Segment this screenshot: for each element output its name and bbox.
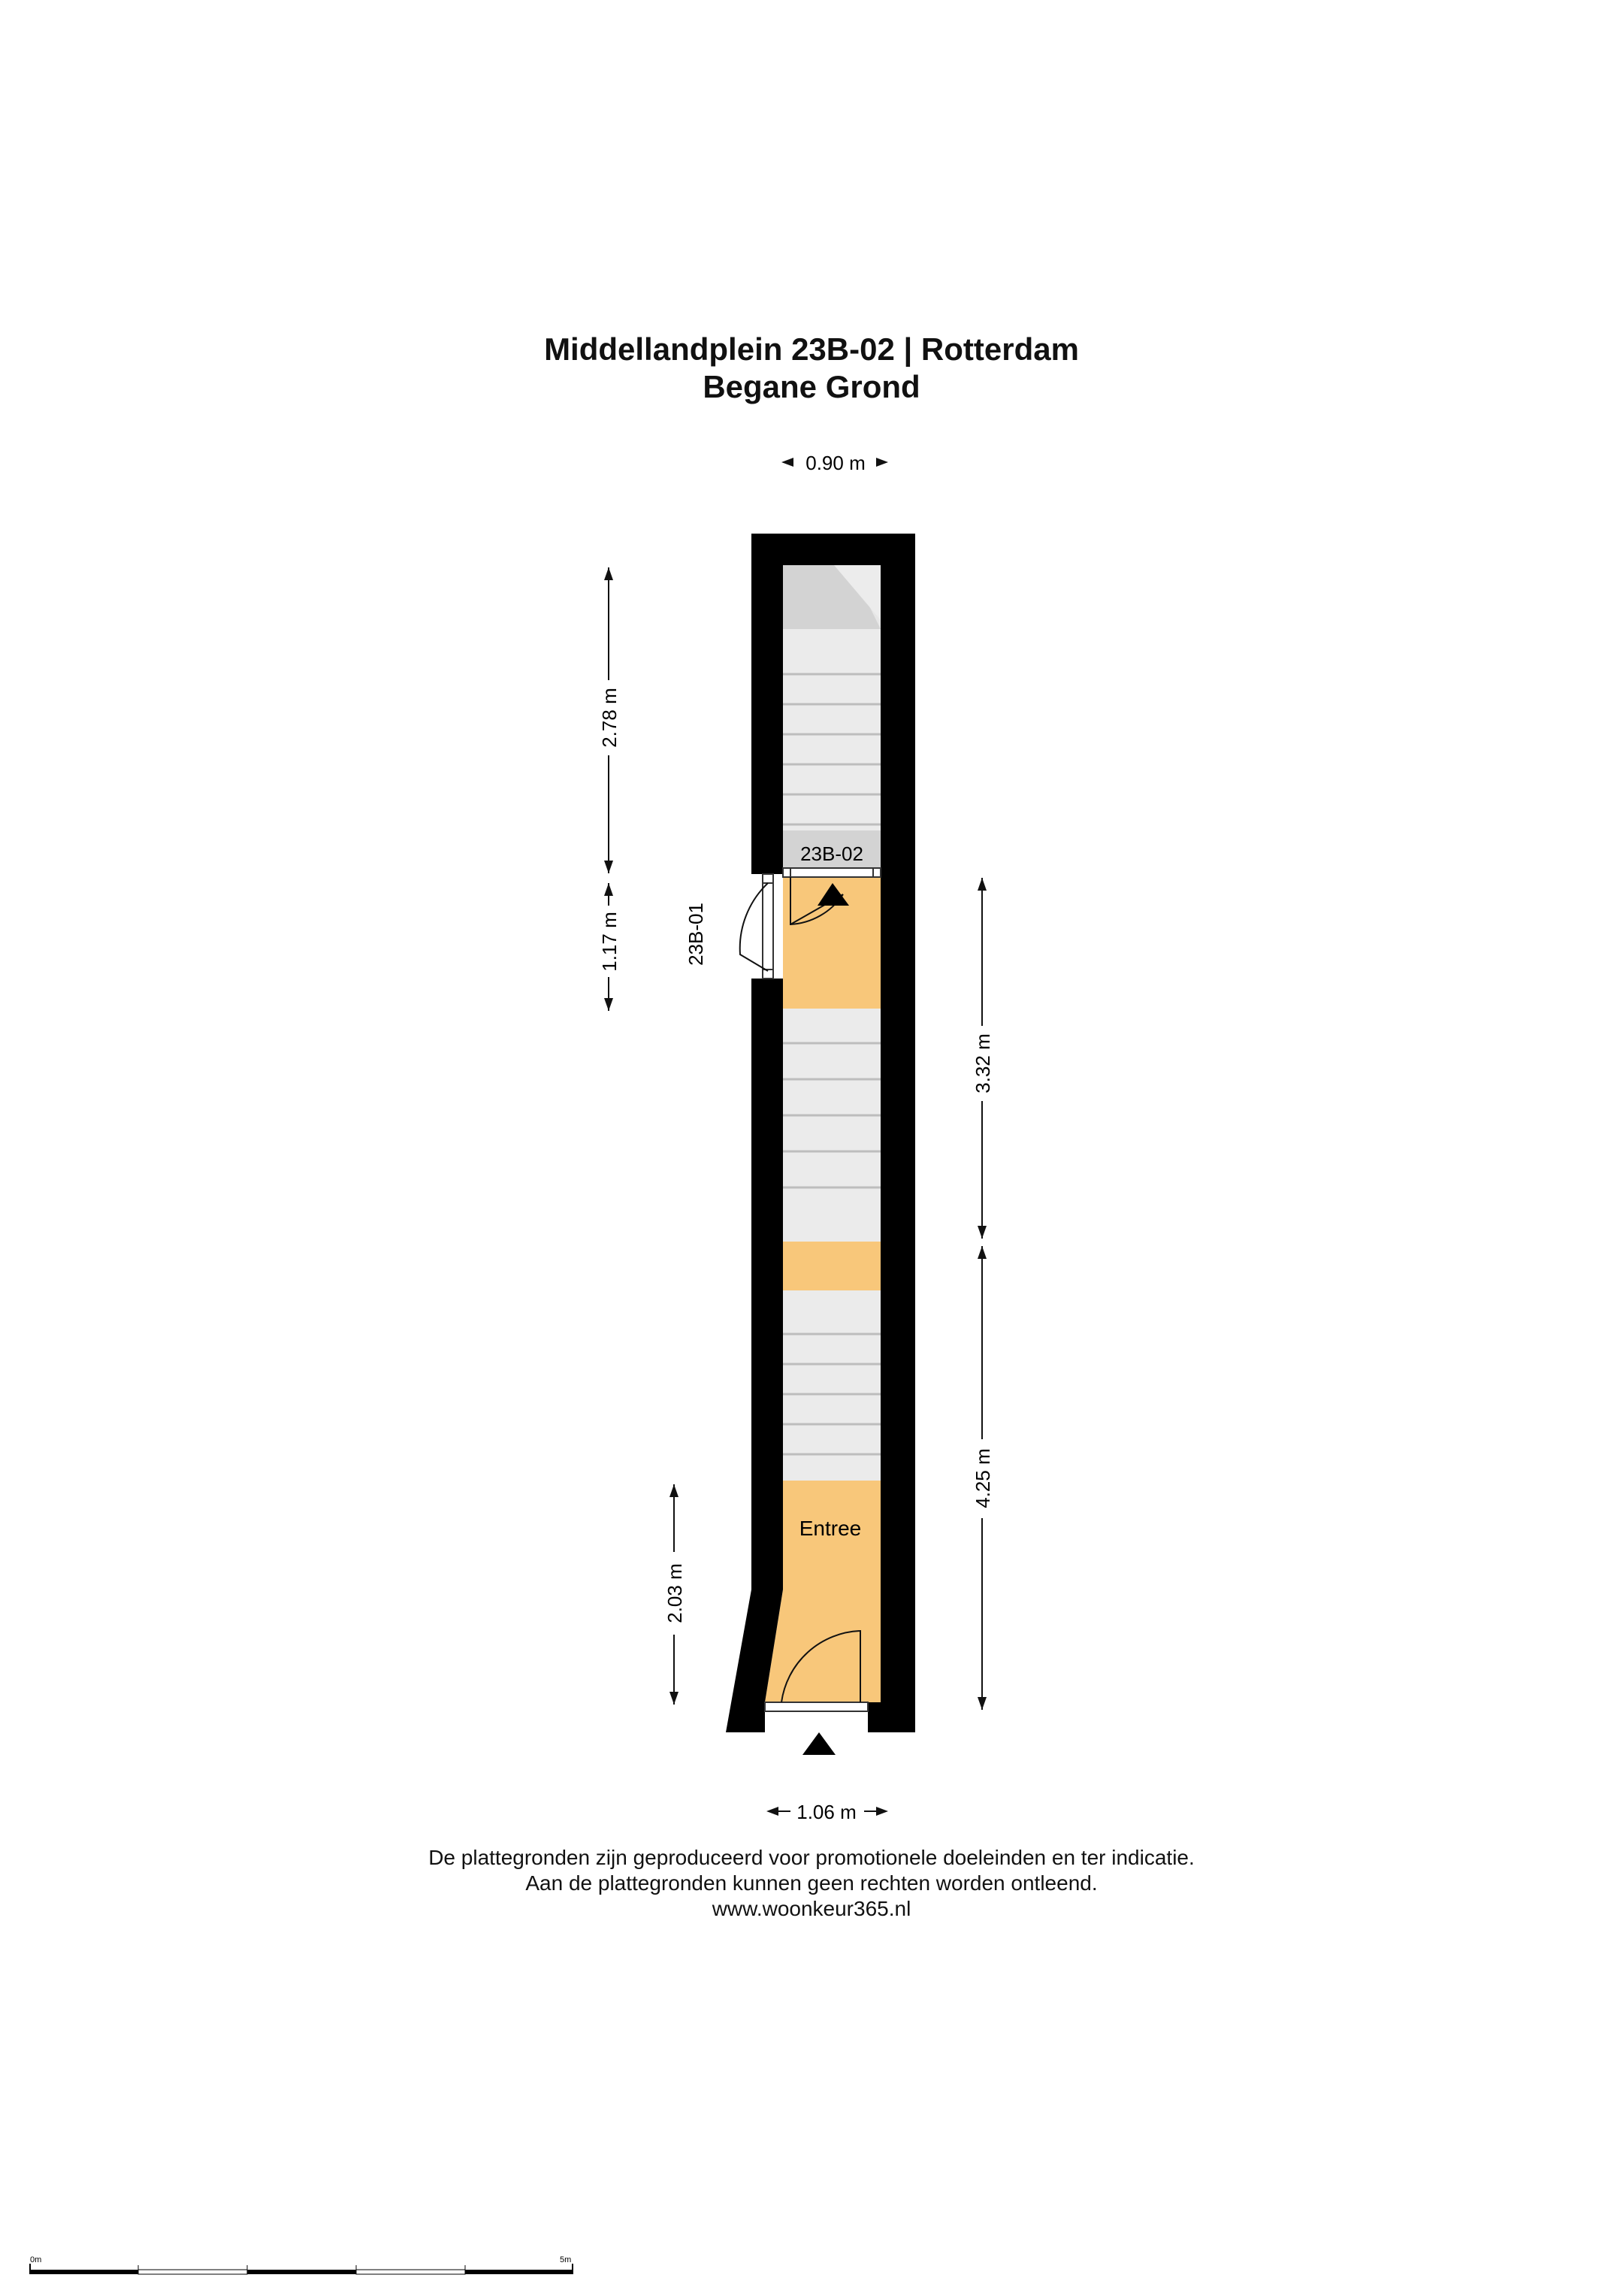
landing-floor-middle [783,1242,881,1290]
disclaimer-line-1: De plattegronden zijn geproduceerd voor promotionele doeleinden en ter indicatie. [428,1846,1195,1869]
dimension-left-middle-label: 1.17 m [598,912,621,972]
entrance-arrow [802,1732,836,1755]
wall-right [881,534,915,1732]
disclaimer [0,1845,1623,1922]
dimension-right-upper-label: 3.32 m [972,1033,994,1094]
upper-stair [783,565,881,874]
scale-bar-start-label: 0m [30,2255,42,2264]
floor-name: Begane Grond [703,369,920,404]
dimension-bottom-width [766,1801,888,1823]
scale-bar [30,2255,573,2274]
disclaimer-line-2: Aan de plattegronden kunnen geen rechten worden ontleend. [525,1871,1098,1895]
dimension-top-width-label: 0.90 m [805,452,866,474]
wall-bottom-right [868,1702,915,1732]
wall-left-middle [751,979,783,1590]
lower-stair [783,1290,881,1481]
dimension-left-lower-label: 2.03 m [663,1563,686,1623]
website-link[interactable]: www.woonkeur365.nl [712,1897,911,1920]
unit-label-upper: 23B-02 [800,842,863,865]
side-door [740,874,773,979]
lower-stair-run [783,1290,881,1481]
entrance-label: Entree [799,1517,862,1540]
dimension-right-lower-label: 4.25 m [972,1448,994,1508]
right-dimensions [978,878,987,1710]
wall-left-upper [751,534,783,874]
upper-stair-run [783,629,881,830]
plan-title: Middellandplein 23B-02 | Rotterdam [544,331,1079,367]
middle-stair [783,1009,881,1242]
unit-label-side: 23B-01 [685,903,707,966]
dimension-left-upper-label: 2.78 m [598,688,621,748]
dimension-top-width [781,452,888,474]
dimension-bottom-width-label: 1.06 m [796,1801,857,1823]
scale-bar-end-label: 5m [560,2255,572,2264]
